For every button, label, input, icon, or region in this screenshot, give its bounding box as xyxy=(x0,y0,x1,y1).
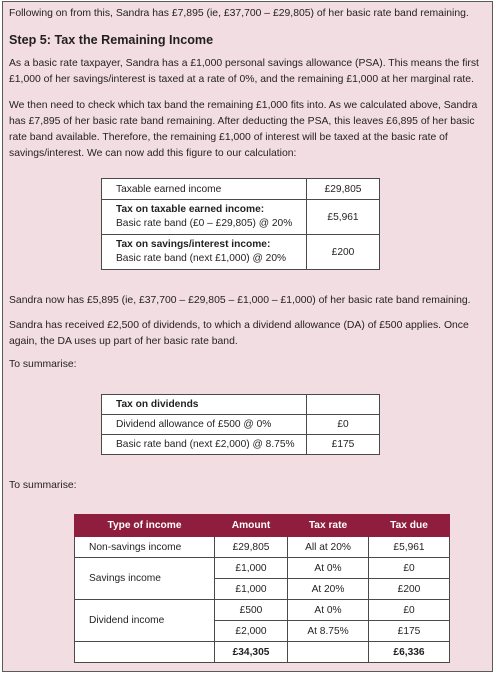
table-cell: £1,000 xyxy=(215,558,288,579)
table-header-cell: Tax on dividends xyxy=(102,395,307,415)
table-row xyxy=(102,415,380,435)
step-heading: Step 5: Tax the Remaining Income xyxy=(9,33,214,47)
table-cell: Non-savings income xyxy=(75,537,215,558)
dividend-table xyxy=(101,394,380,455)
cell-title: Tax on taxable earned income: xyxy=(116,204,265,215)
table-row xyxy=(102,435,380,455)
cell-title: Tax on savings/interest income: xyxy=(116,239,271,250)
column-header: Type of income xyxy=(75,515,215,537)
table-cell: £5,961 xyxy=(307,200,380,235)
table-cell: At 0% xyxy=(288,558,369,579)
total-due-cell: £6,336 xyxy=(369,642,450,663)
table-cell: £5,961 xyxy=(369,537,450,558)
table-cell: £29,805 xyxy=(215,537,288,558)
table-cell xyxy=(102,235,307,270)
table-cell: £0 xyxy=(307,415,380,435)
total-row xyxy=(75,642,450,663)
table-header-row xyxy=(75,515,450,537)
intro-line: Following on from this, Sandra has £7,895 (ie, £37,700 – £29,805) of her basic rate band remaining. xyxy=(9,8,469,19)
table-cell: At 20% xyxy=(288,579,369,600)
table-cell: £29,805 xyxy=(307,179,380,200)
paragraph-remaining-band: Sandra now has £5,895 (ie, £37,700 – £29,805 – £1,000 – £1,000) of her basic rate band remaining. xyxy=(9,295,471,306)
table-cell: Dividend income xyxy=(75,600,215,642)
table-cell: £200 xyxy=(307,235,380,270)
cell-detail: Basic rate band (next £1,000) @ 20% xyxy=(116,253,287,264)
table-cell: Savings income xyxy=(75,558,215,600)
table-cell: £200 xyxy=(369,579,450,600)
table-cell: £175 xyxy=(369,621,450,642)
table-cell xyxy=(288,642,369,663)
table-cell: Taxable earned income xyxy=(102,179,307,200)
cell-detail: Basic rate band (£0 – £29,805) @ 20% xyxy=(116,218,293,229)
table-row xyxy=(75,537,450,558)
calculation-table xyxy=(101,178,380,270)
table-row xyxy=(75,600,450,621)
table-cell: Dividend allowance of £500 @ 0% xyxy=(102,415,307,435)
summarise-label: To summarise: xyxy=(9,359,77,370)
table-row xyxy=(102,200,380,235)
table-cell: £500 xyxy=(215,600,288,621)
table-row xyxy=(102,235,380,270)
table-row xyxy=(75,558,450,579)
table-cell xyxy=(102,200,307,235)
table-cell: At 0% xyxy=(288,600,369,621)
paragraph-psa: As a basic rate taxpayer, Sandra has a £1,000 personal savings allowance (PSA). This means the first £1,000 of her savings/interest is taxed at a rate of 0%, and the remaining £1,000 at her marginal rate. xyxy=(9,58,479,85)
summarise-label: To summarise: xyxy=(9,480,77,491)
column-header: Amount xyxy=(215,515,288,537)
paragraph-tax-band: We then need to check which tax band the remaining £1,000 fits into. As we calculated above, Sandra has £7,895 of her basic rate band remaining. After deducting the PSA, this leaves £6,895 of her basic rate band available. Therefore, the remaining £1,000 of interest will be taxed at the basic rate of savings/interest. We can now add this figure to our calculation: xyxy=(9,100,478,159)
table-cell: £0 xyxy=(369,600,450,621)
table-row xyxy=(102,395,380,415)
table-cell xyxy=(307,395,380,415)
table-cell: Basic rate band (next £2,000) @ 8.75% xyxy=(102,435,307,455)
table-row xyxy=(102,179,380,200)
table-cell: £2,000 xyxy=(215,621,288,642)
table-cell xyxy=(75,642,215,663)
paragraph-dividends: Sandra has received £2,500 of dividends, to which a dividend allowance (DA) of £500 applies. Once again, the DA uses up part of her basic rate band. xyxy=(9,320,469,347)
column-header: Tax rate xyxy=(288,515,369,537)
total-amount-cell: £34,305 xyxy=(215,642,288,663)
table-cell: £0 xyxy=(369,558,450,579)
summary-table xyxy=(74,514,450,663)
table-cell: At 8.75% xyxy=(288,621,369,642)
table-cell: £175 xyxy=(307,435,380,455)
table-cell: All at 20% xyxy=(288,537,369,558)
column-header: Tax due xyxy=(369,515,450,537)
content-panel xyxy=(2,1,493,672)
table-cell: £1,000 xyxy=(215,579,288,600)
